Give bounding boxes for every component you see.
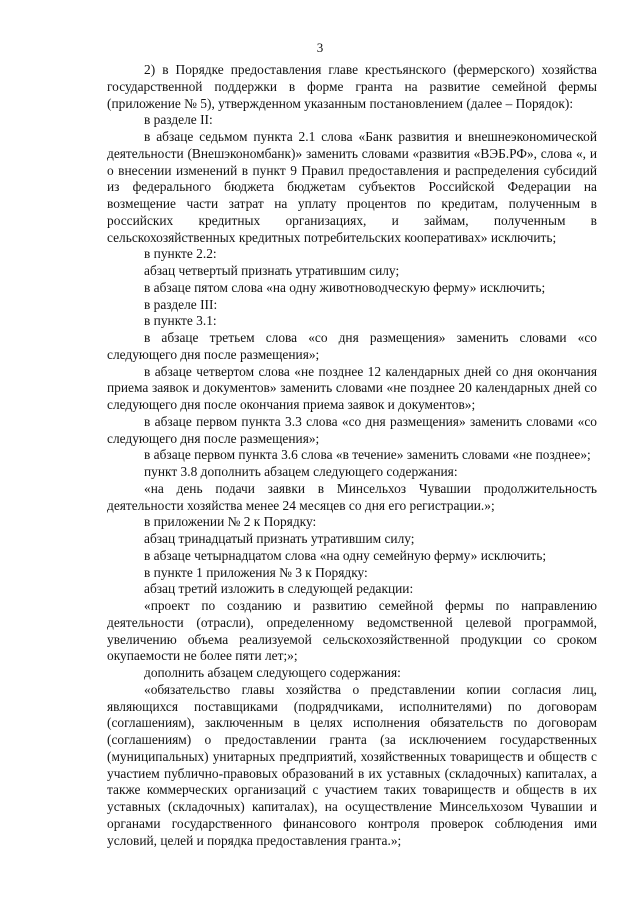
paragraph: в абзаце седьмом пункта 2.1 слова «Банк развития и внешнеэкономической деятельности (Внешэкономбанк)» заменить словами «развития «ВЭБ.РФ», слова «, и о внесении изменений в пункт 9 Правил предоставления и распределения субсидий из федерального бюджета бюджетам субъектов Российской Федерации на возмещение части затрат на уплату процентов по кредитам, полученным в российских кредитных организациях, и займам, полученным в сельскохозяйственных кредитных потребительских кооперативах» исключить; [107,129,597,245]
paragraph: в разделе III: [144,296,218,312]
paragraph: пункт 3.8 дополнить абзацем следующего содержания: [144,464,458,479]
paragraph: 2) в Порядке предоставления главе крестьянского (фермерского) хозяйства государственной поддержки в форме гранта на развитие семейной фермы (приложение № 5), утвержденном указанным постановлением (далее – Порядок): [107,62,597,111]
paragraph: в пункте 3.1: [144,313,217,329]
paragraph: абзац тринадцатый признать утратившим силу; [144,531,415,546]
document-body [107,62,597,849]
paragraph: в абзаце первом пункта 3.3 слова «со дня размещения» заменить словами «со следующего дня после размещения»; [107,413,597,446]
page-number: 3 [316,40,324,55]
paragraph: в пункте 2.2: [144,246,217,262]
paragraph: в абзаце четвертом слова «не позднее 12 календарных дней со дня окончания приема заявок и документов» заменить словами «не позднее 20 календарных дней со следующего дня после окончания приема заявок и документов»; [107,363,597,412]
paragraph: в абзаце первом пункта 3.6 слова «в течение» заменить словами «не позднее»; [144,447,591,463]
paragraph: «обязательство главы хозяйства о представлении копии согласия лиц, являющихся поставщиками (подрядчиками, исполнителями) по договорам (соглашениям), заключенным в целях исполнения обязательств по договорам (соглашениям) о предоставлении гранта (за исключением государственных (муниципальных) унитарных предприятий, хозяйственных товариществ и обществ с участием публично-правовых образований в их уставных (складочных) капиталах, а также коммерческих организаций с участием таких товариществ и обществ в их уставных (складочных) капиталах), на осуществление Минсельхозом Чувашии и органами государственного финансового контроля проверок соблюдения ими условий, целей и порядка предоставления гранта.»; [107,681,597,848]
paragraph: абзац четвертый признать утратившим силу; [144,263,400,278]
paragraph: в разделе II: [144,112,213,128]
paragraph: в абзаце четырнадцатом слова «на одну семейную ферму» исключить; [144,547,547,563]
paragraph: в абзаце пятом слова «на одну животноводческую ферму» исключить; [144,279,546,295]
paragraph: в пункте 1 приложения № 3 к Порядку: [144,564,368,580]
paragraph: дополнить абзацем следующего содержания: [144,665,401,680]
paragraph: «на день подачи заявки в Минсельхоз Чувашии продолжительность деятельности хозяйства менее 24 месяцев со дня его регистрации.»; [107,480,597,513]
paragraph: в приложении № 2 к Порядку: [144,514,317,530]
paragraph: «проект по созданию и развитию семейной фермы по направлению деятельности (отрасли), определенному ведомственной целевой программой, увеличению объема реализуемой сельскохозяйственной продукции со сроком окупаемости не более пяти лет;»; [107,598,597,664]
paragraph: в абзаце третьем слова «со дня размещения» заменить словами «со следующего дня после размещения»; [107,330,597,362]
paragraph: абзац третий изложить в следующей редакции: [144,581,414,597]
